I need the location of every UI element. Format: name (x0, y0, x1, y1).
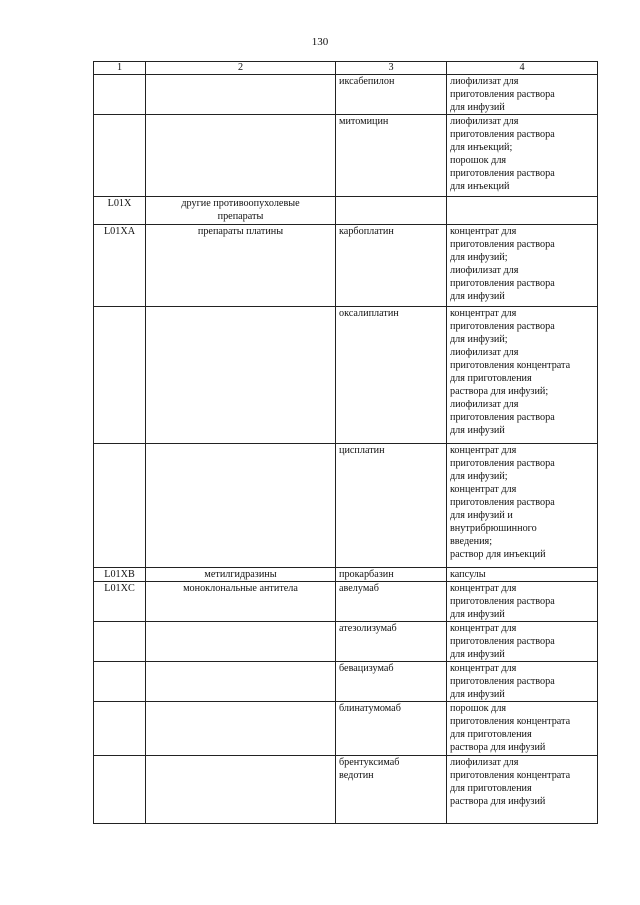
dosage-form-line: для инфузий; (450, 252, 508, 263)
dosage-form-line: для приготовления (450, 373, 532, 384)
dosage-form-line: приготовления концентрата (450, 716, 571, 727)
dosage-form-cell (447, 662, 598, 702)
dosage-form-line: лиофилизат для (450, 399, 519, 410)
drug-name-cell (336, 622, 447, 662)
dosage-form-line: раствора для инфузий; (450, 386, 549, 397)
group-name-cell (146, 307, 336, 444)
dosage-form-line: приготовления раствора (450, 321, 555, 332)
dosage-form-cell (447, 225, 598, 307)
column-header-1: 1 (94, 62, 146, 75)
drug-name-cell (336, 225, 447, 307)
dosage-form-line: приготовления раствора (450, 458, 555, 469)
dosage-form-cell (447, 307, 598, 444)
drug-name-cell (336, 197, 447, 225)
dosage-form-line: для инфузий (450, 291, 505, 302)
drug-name-line: митомицин (339, 116, 389, 127)
dosage-form-line: для инъекций (450, 181, 510, 192)
atc-code-cell (94, 115, 146, 197)
dosage-form-line: лиофилизат для (450, 76, 519, 87)
drug-name-line: авелумаб (339, 583, 379, 594)
dosage-form-line: для инъекций; (450, 142, 513, 153)
table-row (94, 568, 598, 582)
dosage-form-cell (447, 622, 598, 662)
page-number: 130 (311, 36, 329, 48)
dosage-form-line: для приготовления (450, 783, 532, 794)
dosage-form-line: приготовления раствора (450, 636, 555, 647)
dosage-form-line: введения; (450, 536, 493, 547)
atc-code-cell (94, 662, 146, 702)
drug-name-line: карбоплатин (339, 226, 394, 237)
column-header-2: 2 (146, 62, 336, 75)
dosage-form-line: для инфузий (450, 689, 505, 700)
atc-code-cell (94, 756, 146, 824)
dosage-form-line: приготовления раствора (450, 278, 555, 289)
table-body (94, 75, 598, 824)
dosage-form-line: для инфузий и (450, 510, 513, 521)
drug-name-cell (336, 756, 447, 824)
dosage-form-line: порошок для (450, 703, 507, 714)
group-name-line: другие противоопухолевые (181, 198, 300, 209)
dosage-form-line: приготовления раствора (450, 676, 555, 687)
dosage-form-line: приготовления раствора (450, 89, 555, 100)
drug-name-line: блинатумомаб (339, 703, 401, 714)
group-name-cell (146, 197, 336, 225)
table-row (94, 225, 598, 307)
table-row (94, 444, 598, 568)
drug-name-cell (336, 444, 447, 568)
dosage-form-line: приготовления раствора (450, 412, 555, 423)
group-name-cell (146, 115, 336, 197)
dosage-form-line: концентрат для (450, 484, 517, 495)
group-name-cell (146, 662, 336, 702)
drug-name-line: атезолизумаб (339, 623, 397, 634)
drug-name-cell (336, 115, 447, 197)
table-row (94, 307, 598, 444)
drug-name-cell (336, 307, 447, 444)
group-name-line: препараты (217, 211, 264, 222)
dosage-form-cell (447, 702, 598, 756)
dosage-form-line: приготовления раствора (450, 239, 555, 250)
group-name-cell (146, 756, 336, 824)
table-row (94, 702, 598, 756)
dosage-form-line: для приготовления (450, 729, 532, 740)
dosage-form-cell (447, 197, 598, 225)
group-name-line: метилгидразины (204, 569, 277, 580)
atc-code-cell (94, 702, 146, 756)
dosage-form-line: приготовления раствора (450, 168, 555, 179)
drug-name-line: брентуксимаб (339, 757, 400, 768)
dosage-form-line: капсулы (450, 569, 486, 580)
dosage-form-line: для инфузий; (450, 334, 508, 345)
atc-code-cell: L01XA (94, 225, 146, 307)
group-name-cell (146, 622, 336, 662)
dosage-form-line: для инфузий (450, 649, 505, 660)
dosage-form-line: для инфузий; (450, 471, 508, 482)
table-header-row (94, 62, 598, 75)
dosage-form-line: концентрат для (450, 445, 517, 456)
dosage-form-cell (447, 75, 598, 115)
atc-code-cell (94, 307, 146, 444)
group-name-line: моноклональные антитела (183, 583, 298, 594)
dosage-form-line: раствор для инъекций (450, 549, 546, 560)
group-name-line: препараты платины (197, 226, 284, 237)
table-row (94, 115, 598, 197)
group-name-cell (146, 702, 336, 756)
table-row (94, 622, 598, 662)
dosage-form-line: для инфузий (450, 102, 505, 113)
dosage-form-line: лиофилизат для (450, 116, 519, 127)
dosage-form-line: приготовления раствора (450, 497, 555, 508)
table-row (94, 75, 598, 115)
dosage-form-cell (447, 756, 598, 824)
drug-name-cell (336, 568, 447, 582)
atc-code-cell (94, 444, 146, 568)
dosage-form-line: концентрат для (450, 623, 517, 634)
atc-code-cell: L01X (94, 197, 146, 225)
drug-name-line: иксабепилон (339, 76, 395, 87)
drug-name-cell (336, 702, 447, 756)
dosage-form-line: концентрат для (450, 583, 517, 594)
dosage-form-line: концентрат для (450, 663, 517, 674)
atc-code-cell (94, 75, 146, 115)
dosage-form-line: приготовления концентрата (450, 770, 571, 781)
group-name-cell (146, 75, 336, 115)
dosage-form-cell (447, 444, 598, 568)
dosage-form-line: концентрат для (450, 308, 517, 319)
dosage-form-line: раствора для инфузий (450, 742, 546, 753)
dosage-form-line: для инфузий (450, 425, 505, 436)
dosage-form-line: концентрат для (450, 226, 517, 237)
dosage-form-cell (447, 568, 598, 582)
dosage-form-line: лиофилизат для (450, 757, 519, 768)
dosage-form-line: внутрибрюшинного (450, 523, 537, 534)
drug-name-line: цисплатин (339, 445, 385, 456)
drug-name-line: бевацизумаб (339, 663, 394, 674)
atc-code-cell (94, 622, 146, 662)
dosage-form-cell (447, 115, 598, 197)
group-name-cell (146, 568, 336, 582)
drug-name-cell (336, 75, 447, 115)
table-row (94, 756, 598, 824)
column-header-4: 4 (447, 62, 598, 75)
dosage-form-line: приготовления раствора (450, 596, 555, 607)
drug-name-line: прокарбазин (339, 569, 394, 580)
dosage-form-line: для инфузий (450, 609, 505, 620)
table-row (94, 662, 598, 702)
table-row (94, 197, 598, 225)
dosage-form-line: приготовления концентрата (450, 360, 571, 371)
dosage-form-line: приготовления раствора (450, 129, 555, 140)
table-row (94, 582, 598, 622)
drug-name-line: ведотин (339, 770, 374, 781)
atc-code-cell: L01XC (94, 582, 146, 622)
atc-code-cell: L01XB (94, 568, 146, 582)
column-header-3: 3 (336, 62, 447, 75)
drug-name-cell (336, 662, 447, 702)
dosage-form-line: лиофилизат для (450, 347, 519, 358)
group-name-cell (146, 582, 336, 622)
drug-name-cell (336, 582, 447, 622)
dosage-form-line: раствора для инфузий (450, 796, 546, 807)
dosage-form-cell (447, 582, 598, 622)
group-name-cell (146, 225, 336, 307)
dosage-form-line: порошок для (450, 155, 507, 166)
drug-name-line: оксалиплатин (339, 308, 399, 319)
drug-table (93, 61, 598, 824)
dosage-form-line: лиофилизат для (450, 265, 519, 276)
group-name-cell (146, 444, 336, 568)
